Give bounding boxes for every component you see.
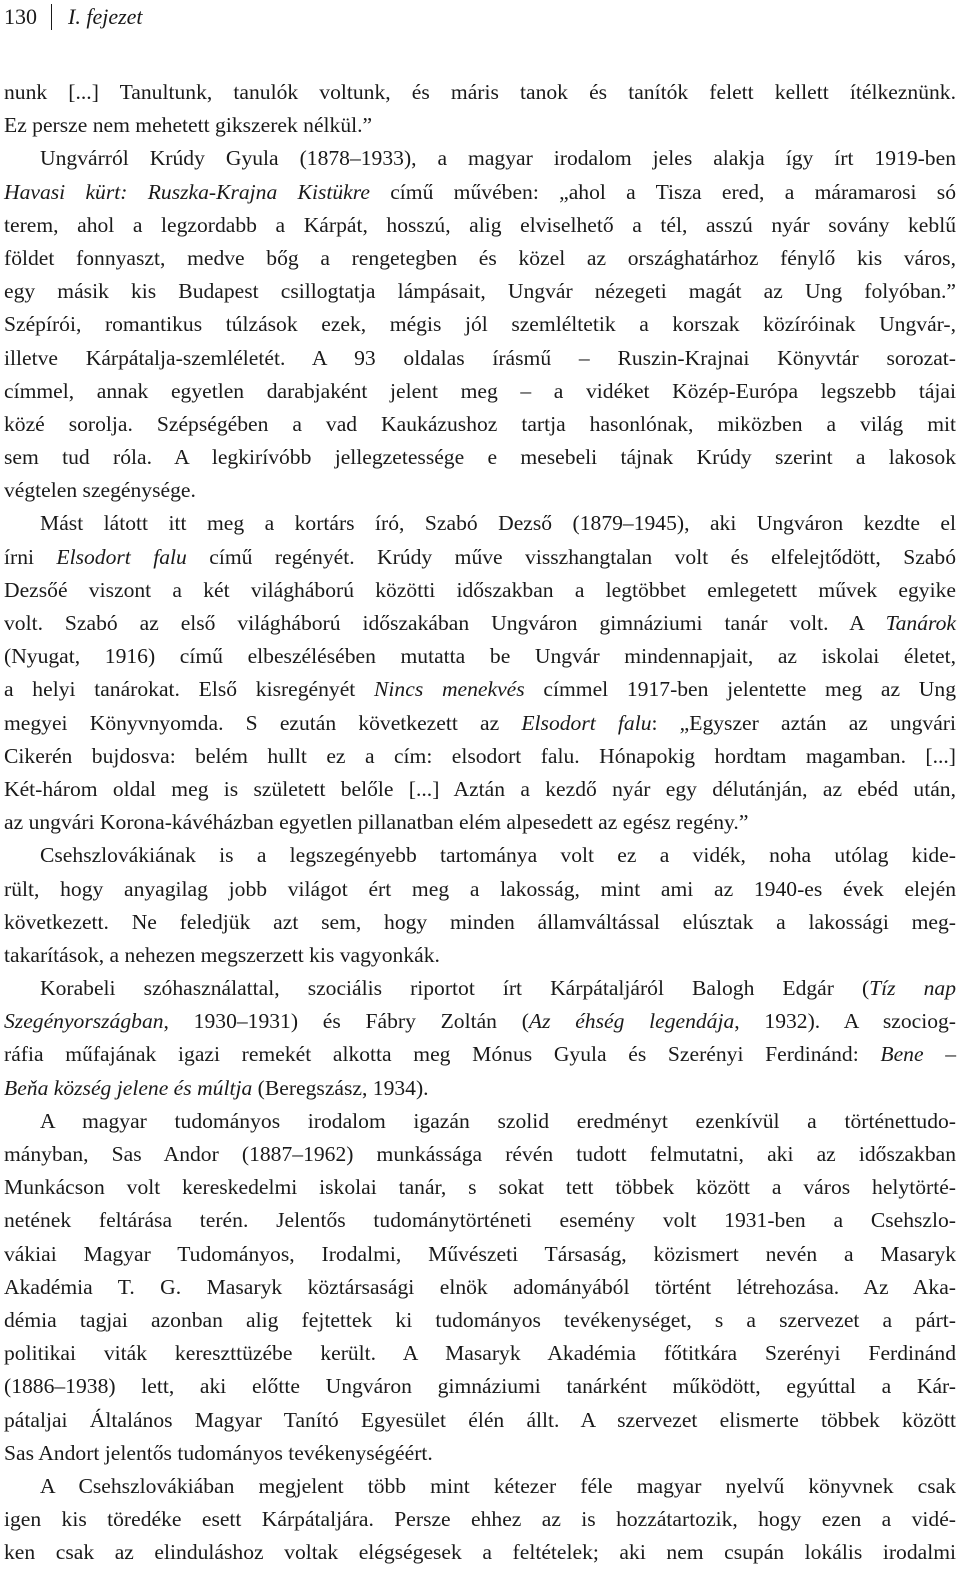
- text-run: megyei Könyvnyomda. S ezután következett az: [4, 710, 522, 735]
- text-line: [4, 707, 956, 740]
- text-run: nunk [...] Tanultunk, tanulók voltunk, és máris tanok és tanítók felett kellett ítélkeznünk.: [4, 80, 956, 104]
- page-number: 130: [4, 4, 37, 29]
- text-line: [4, 1536, 956, 1569]
- text-line: [4, 1238, 956, 1271]
- text-line: [4, 1304, 956, 1337]
- text-run: terem, ahol a legzordabb a Kárpát, hosszú, alig elviselhető a tél, asszú nyár sovány keblű: [4, 212, 956, 237]
- text-run: Munkácson volt kereskedelmi iskolai tanár, s sokat tett többek között a város helytörté-: [4, 1175, 956, 1200]
- text-line: [4, 1138, 956, 1171]
- text-run: , 1932). A szociog-: [734, 1009, 956, 1034]
- text-line: [4, 474, 956, 507]
- text-line: [4, 1038, 956, 1071]
- italic-title: Szegényországban: [4, 1009, 164, 1034]
- italic-title: Tíz nap: [869, 976, 956, 1001]
- text-run: végtelen szegénysége.: [4, 478, 196, 503]
- text-run: címmel 1917-ben jelentette meg az Ung: [524, 677, 956, 702]
- text-line: [4, 1337, 956, 1370]
- text-run: netének feltárása terén. Jelentős tudománytörténeti esemény volt 1931-ben a Csehszlo-: [4, 1208, 956, 1233]
- text-run: volt. Szabó az első világháború időszakában Ungváron gimnáziumi tanár volt. A: [4, 611, 886, 635]
- text-run: (Nyugat, 1916) című elbeszélésében mutatta be Ungvár mindennapjait, az iskolai életet,: [4, 644, 956, 669]
- text-run: következett. Ne feledjük azt sem, hogy minden államváltással elúsztak a lakossági meg-: [4, 909, 956, 934]
- text-line: [4, 839, 956, 872]
- text-line: [4, 906, 956, 939]
- text-line: [4, 408, 956, 441]
- text-line: [4, 1470, 956, 1503]
- text-run: írni: [4, 544, 57, 569]
- text-run: illetve Kárpátalja-szemléletét. A 93 oldalas írásmű – Ruszin-Krajnai Könyvtár sorozat-: [4, 345, 956, 370]
- text-line: [4, 375, 956, 408]
- text-run: A Csehszlovákiában megjelent több mint kétezer féle magyar nyelvű könyvnek csak: [40, 1473, 956, 1498]
- text-line: [4, 574, 956, 607]
- text-run: közé sorolja. Szépségében a vad Kaukázushoz tartja hasonlónak, miközben a világ mit: [4, 411, 956, 436]
- text-line: [4, 773, 956, 806]
- text-run: démia tagjai azonban alig fejtettek ki tudományos tevékenységet, s a szervezet a párt-: [4, 1307, 956, 1332]
- text-line: [4, 1072, 956, 1105]
- text-run: az ungvári Korona-kávéházban egyetlen pillanatban elém alpesedett az egész regény.”: [4, 810, 749, 835]
- text-run: Ez persze nem mehetett gikszerek nélkül.”: [4, 113, 373, 138]
- body-text: [4, 76, 956, 1569]
- text-run: egy másik kis Budapest csillogtatja lámpásait, Ungvár nézegeti magát az Ung folyóban.”: [4, 279, 956, 304]
- italic-title: Nincs menekvés: [374, 677, 525, 702]
- text-run: Ungvárról Krúdy Gyula (1878–1933), a magyar irodalom jeles alakja így írt 1919-ben: [40, 146, 956, 171]
- text-run: Két-három oldal meg is született belőle [...] Aztán a kezdő nyár egy délutánján, az ebéd után,: [4, 776, 956, 801]
- text-line: [4, 640, 956, 673]
- text-run: mányban, Sas Andor (1887–1962) munkássága révén tudott felmutatni, aki az időszakban: [4, 1142, 956, 1166]
- text-line: [4, 242, 956, 275]
- text-line: [4, 1404, 956, 1437]
- text-run: Akadémia T. G. Masaryk köztársasági elnök adományából történt létrehozása. Az Aka-: [4, 1274, 956, 1299]
- text-line: [4, 972, 956, 1005]
- text-run: sem tud róla. A legkirívóbb jellegzetessége e mesebeli tájnak Krúdy szerint a lakosok: [4, 445, 956, 470]
- text-line: [4, 342, 956, 375]
- text-run: Csehszlovákiának is a legszegényebb tartománya volt ez a vidék, noha utólag kide-: [40, 843, 956, 868]
- text-run: Cikerén bujdosva: belém hullt ez a cím: elsodort falu. Hónapokig hordtam magamban. [...]: [4, 743, 956, 768]
- text-run: rült, hogy anyagilag jobb világot ért meg a lakosság, mint ami az 1940-es évek elején: [4, 876, 956, 901]
- text-line: [4, 740, 956, 773]
- text-run: A magyar tudományos irodalom igazán szolid eredményt ezenkívül a történettudo-: [40, 1108, 956, 1133]
- text-line: [4, 1005, 956, 1038]
- text-run: földet fonnyaszt, medve bőg a rengetegben és közel az országhatárhoz fénylő kis város,: [4, 245, 956, 270]
- text-line: [4, 142, 956, 175]
- text-run: igen kis töredéke esett Kárpátaljára. Persze ehhez az is hozzátartozik, hogy ezen a vidé-: [4, 1507, 956, 1532]
- italic-title: Beňa község jelene és múltja: [4, 1075, 253, 1100]
- chapter-title: I. fejezet: [68, 4, 143, 29]
- text-line: [4, 541, 956, 574]
- text-run: Szépírói, romantikus túlzások ezek, mégis jól szemléltetik a korszak közíróinak Ungvár-,: [4, 312, 956, 337]
- text-run: címmel, annak egyetlen darabjaként jelent meg – a vidéket Közép-Európa legszebb tájai: [4, 378, 956, 403]
- text-line: [4, 76, 956, 109]
- text-run: című regényét. Krúdy műve visszhangtalan volt és elfelejtődött, Szabó: [186, 544, 956, 569]
- running-header: [4, 2, 143, 32]
- text-line: [4, 1503, 956, 1536]
- text-run: vákiai Magyar Tudományos, Irodalmi, Művészeti Társaság, közismert nevén a Masaryk: [4, 1241, 956, 1266]
- text-run: Mást látott itt meg a kortárs író, Szabó Dezső (1879–1945), aki Ungváron kezdte el: [40, 511, 956, 536]
- text-line: [4, 673, 956, 706]
- text-line: [4, 275, 956, 308]
- text-line: [4, 939, 956, 972]
- italic-title: Elsodort falu: [521, 710, 652, 735]
- text-run: : „Egyszer aztán az ungvári: [651, 710, 956, 735]
- italic-title: Az éhség legendája: [528, 1009, 735, 1034]
- text-run: Sas Andort jelentős tudományos tevékenységéért.: [4, 1440, 433, 1465]
- text-run: , 1930–1931) és Fábry Zoltán (: [163, 1009, 529, 1034]
- text-line: [4, 209, 956, 242]
- text-line: [4, 507, 956, 540]
- text-run: (Beregszász, 1934).: [252, 1075, 429, 1100]
- text-line: [4, 109, 956, 142]
- text-run: pátaljai Általános Magyar Tanító Egyesület élén állt. A szervezet elismerte többek között: [4, 1407, 956, 1432]
- text-line: [4, 441, 956, 474]
- text-line: [4, 1271, 956, 1304]
- text-run: Korabeli szóhasználattal, szociális riportot írt Kárpátaljáról Balogh Edgár (: [40, 976, 870, 1001]
- text-line: [4, 1370, 956, 1403]
- text-run: a helyi tanárokat. Első kisregényét: [4, 677, 375, 702]
- text-run: című művében: „ahol a Tisza ered, a máramarosi só: [369, 179, 957, 204]
- text-line: [4, 1171, 956, 1204]
- text-line: [4, 1204, 956, 1237]
- text-line: [4, 873, 956, 906]
- text-run: politikai viták kereszttüzébe került. A Masaryk Akadémia főtitkára Szerényi Ferdinánd: [4, 1341, 956, 1366]
- italic-title: Havasi kürt: Ruszka-Krajna Kistükre: [4, 179, 370, 204]
- text-line: [4, 1437, 956, 1470]
- text-run: ken csak az elinduláshoz voltak elégségesek a feltételek; aki nem csupán lokális irodalmi: [4, 1540, 956, 1565]
- italic-title: Tanárok: [885, 611, 956, 635]
- text-run: takarítások, a nehezen megszerzett kis vagyonkák.: [4, 942, 440, 967]
- italic-title: Elsodort falu: [56, 544, 187, 569]
- header-divider: [51, 4, 52, 30]
- text-line: [4, 607, 956, 640]
- text-line: [4, 1105, 956, 1138]
- text-run: (1886–1938) lett, aki előtte Ungváron gimnáziumi tanárként működött, egyúttal a Kár-: [4, 1374, 956, 1399]
- text-run: Dezsőé viszont a két világháború közötti időszakban a legtöbbet emlegetett művek egyike: [4, 577, 956, 602]
- text-run: ráfia műfajának igazi remekét alkotta meg Mónus Gyula és Szerényi Ferdinánd:: [4, 1042, 881, 1067]
- text-line: [4, 176, 956, 209]
- text-line: [4, 308, 956, 341]
- text-line: [4, 806, 956, 839]
- italic-title: Bene –: [880, 1042, 956, 1067]
